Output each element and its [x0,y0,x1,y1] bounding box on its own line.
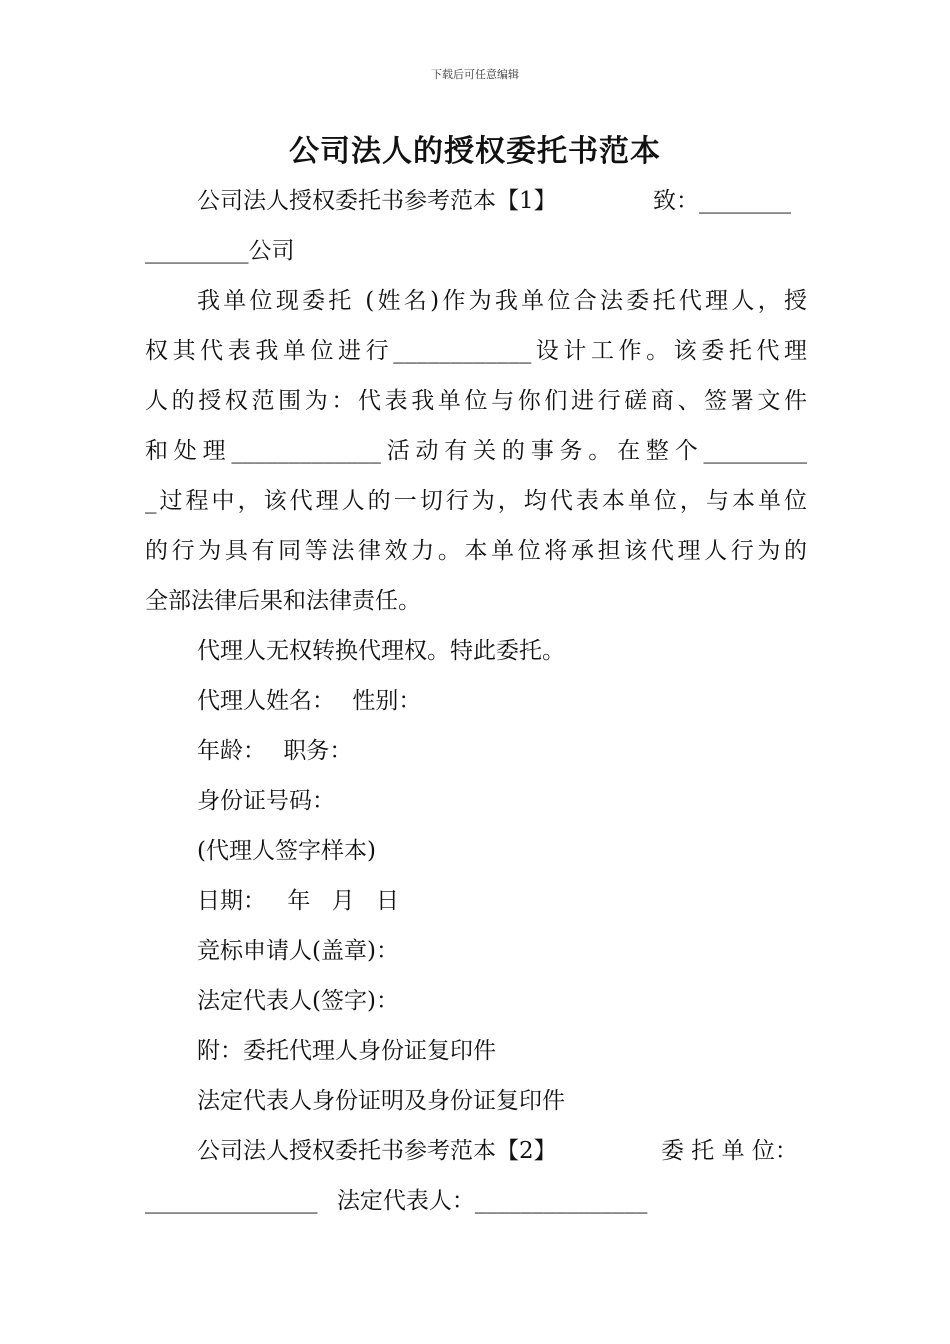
body-line: 权其代表我单位进行____________设计工作。该委托代理 [145,338,807,364]
gender-label: 性别： [352,688,422,714]
agent-name-line [197,686,807,716]
sample1-heading-line [197,186,807,216]
principal-line [145,1186,807,1216]
age-line [197,736,807,766]
sample1-heading: 公司法人授权委托书参考范本【1】 [197,188,557,214]
bidder-seal-label: 竞标申请人(盖章)： [197,938,399,964]
id-number-label: 身份证号码： [197,788,335,814]
to-company: _________公司 [145,238,295,264]
to-label: 致：________ [653,188,791,214]
page-header-note: 下载后可任意编辑 [431,68,519,81]
principal-label: 委 托 单 位： [661,1138,798,1164]
document-title: 公司法人的授权委托书范本 [289,134,661,169]
month-label: 月 [331,888,355,914]
sample2-heading: 公司法人授权委托书参考范本【2】 [197,1138,557,1164]
legal-rep-sign-label: 法定代表人(签字)： [197,988,399,1014]
body-line: 和处理_____________活动有关的事务。在整个_________ [145,438,807,464]
date-label: 日期： [197,888,266,914]
attachment-1: 附：委托代理人身份证复印件 [197,1038,496,1064]
body-line: _过程中，该代理人的一切行为，均代表本单位，与本单位 [145,488,807,514]
body-line: 我单位现委托 (姓名)作为我单位合法委托代理人，授 [197,288,807,314]
no-transfer-statement: 代理人无权转换代理权。特此委托。 [197,638,565,664]
sample2-heading-line [197,1136,807,1166]
date-line [197,886,807,916]
year-label: 年 [287,888,311,914]
day-label: 日 [375,888,399,914]
position-label: 职务： [283,738,353,764]
body-line: 人的授权范围为：代表我单位与你们进行磋商、签署文件 [145,388,807,414]
principal-blank: _______________ [145,1188,318,1214]
signature-sample-label: (代理人签字样本) [197,838,376,864]
attachment-2: 法定代表人身份证明及身份证复印件 [197,1088,565,1114]
agent-name-label: 代理人姓名： [197,688,335,714]
body-line: 全部法律后果和法律责任。 [145,588,421,614]
legal-rep-field: 法定代表人：_______________ [336,1188,648,1214]
age-label: 年龄： [197,738,266,764]
body-line: 的行为具有同等法律效力。本单位将承担该代理人行为的 [145,538,807,564]
